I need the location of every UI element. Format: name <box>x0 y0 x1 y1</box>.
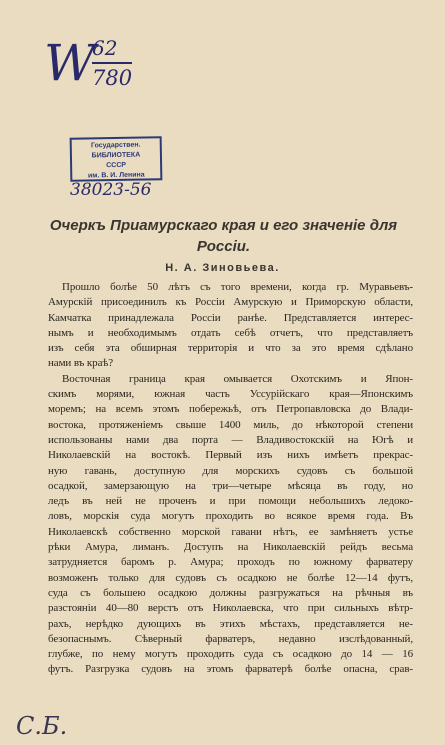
text-line: рѣки Амура, лиманъ. Доступъ на Николаевскій рейдъ весьма <box>48 541 413 554</box>
text-line: ловъ, морскія суда могутъ проходить во всякое время года. Въ <box>48 510 413 523</box>
author-name: Н. А. Зиновьева. <box>165 262 280 274</box>
stamp-line: им. В. И. Ленина <box>87 171 145 180</box>
text-line: рахъ, нерѣдко дующихъ въ этихъ мѣстахъ, представляется не- <box>48 617 413 630</box>
shelfmark-bottom-number: 780 <box>92 62 132 90</box>
text-line: Николаевскѣ собственно морской гавани нѣтъ, ее замѣняетъ устье <box>48 525 413 538</box>
text-line: разстояніи 40—80 верстъ отъ Николаевска, что при сильныхъ вѣтр- <box>48 602 413 615</box>
text-line: ледъ въ ней не проченъ и при помощи небольшихъ ледоко- <box>48 495 413 508</box>
handwritten-signature: С.Б. <box>16 712 68 740</box>
text-line: ную гавань, доступную для морскихъ судовъ съ большой <box>48 464 413 477</box>
document-title: Очеркъ Приамурскаго края и его значеніе для Россіи. <box>49 217 398 255</box>
text-line: нами въ краѣ? <box>48 357 114 370</box>
body-text <box>48 280 413 678</box>
text-line: глубже, по нему могутъ проходить суда съ осадкою до 14 — 16 <box>48 648 413 661</box>
text-line: суда съ большею осадкою должны разгружаться на рѣчныя въ <box>48 586 413 599</box>
text-line: безопаснымъ. Сѣверный фарватеръ, недавно изслѣдованный, <box>48 632 413 645</box>
text-line: затрудняется баромъ р. Амура; проходъ по южному фарватеру <box>48 556 413 569</box>
library-stamp <box>70 136 163 182</box>
stamp-line: Государствен. <box>90 141 141 150</box>
inventory-number: 38023-56 <box>70 180 152 200</box>
text-line: нымъ и необходимымъ отдать себѣ отчетъ, что представляетъ <box>48 326 413 339</box>
text-line: возможенъ только для судовъ съ осадкою не болѣе 12—14 футъ, <box>48 571 413 584</box>
text-line: востока, протяженіемъ свыше 1400 миль, до нѣкоторой степени <box>48 418 413 431</box>
text-line: Прошло болѣе 50 лѣтъ съ того времени, когда гр. Муравьевъ- <box>62 281 413 293</box>
text-line: Амурскій присоединилъ къ Россіи Амурскую и Приморскую области, <box>48 296 413 309</box>
text-line: скимъ морями, южная часть Уссурійскаго края—Японскимъ <box>48 388 413 401</box>
text-line: Восточная граница края омывается Охотскимъ и Япон- <box>62 372 413 385</box>
text-line: изъ себя эта обширная территорія и что за это время сдѣлано <box>48 342 413 355</box>
text-line: использованы нами два порта — Владивостокскій на Югѣ и <box>48 433 413 446</box>
stamp-line: СССР <box>106 161 127 170</box>
text-line: моремъ; на всемъ этомъ побережьѣ, отъ Петропавловска до Влади- <box>48 403 413 416</box>
text-line: футъ. Разгрузка судовъ на этомъ фарватерѣ болѣе опасна, срав- <box>48 663 413 676</box>
text-line: Камчатка принадлежала Россіи ранѣе. Представляется интерес- <box>48 311 413 324</box>
text-line: Николаевскій на востокѣ. Первый изъ нихъ имѣетъ прекрас- <box>48 449 413 462</box>
text-line: осадкой, замерзающую на три—четыре мѣсяца въ году, но <box>48 479 413 492</box>
shelfmark-top-number: 62 <box>92 36 118 60</box>
stamp-line: БИБЛИОТЕКА <box>91 151 141 160</box>
shelfmark-letter: W <box>44 34 96 92</box>
